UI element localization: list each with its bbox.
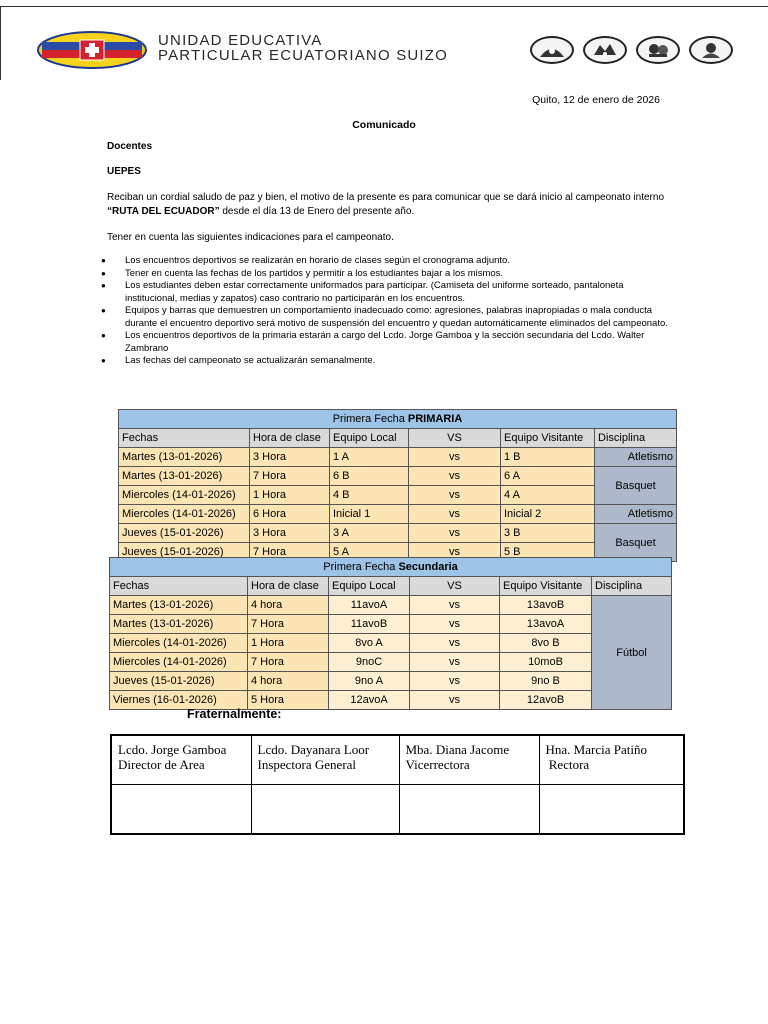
signature-cell <box>399 735 539 785</box>
signature-space <box>251 785 399 835</box>
discipline-cell: Atletismo <box>595 448 677 467</box>
home-team: 9noC <box>329 653 410 672</box>
emblem-1-icon <box>530 36 574 64</box>
school-name <box>158 33 448 63</box>
vs-label: vs <box>410 634 500 653</box>
secundaria-title <box>110 558 672 577</box>
away-team: 13avoA <box>500 615 592 634</box>
match-date: Viernes (16-01-2026) <box>110 691 248 710</box>
signature-space <box>399 785 539 835</box>
vs-label: vs <box>409 524 501 543</box>
table-row <box>119 505 677 524</box>
school-name-line2: PARTICULAR ECUATORIANO SUIZO <box>158 47 449 64</box>
match-date: Miercoles (14-01-2026) <box>119 505 250 524</box>
table-row <box>110 653 672 672</box>
col-header-local: Equipo Local <box>329 577 410 596</box>
letter-recipient: Docentes <box>107 141 153 152</box>
letter-heading: Comunicado <box>352 119 416 131</box>
away-team: 13avoB <box>500 596 592 615</box>
col-header-disciplina: Disciplina <box>595 429 677 448</box>
emblem-2-icon <box>583 36 627 64</box>
match-hour: 6 Hora <box>250 505 330 524</box>
home-team: 11avoA <box>329 596 410 615</box>
discipline-cell: Basquet <box>595 467 677 505</box>
school-logo <box>36 30 148 70</box>
discipline-cell: Basquet <box>595 524 677 562</box>
home-team: 9no A <box>329 672 410 691</box>
match-date: Miercoles (14-01-2026) <box>110 653 248 672</box>
secundaria-title-prefix: Primera Fecha <box>323 561 399 573</box>
table-row <box>110 672 672 691</box>
signer-name: Lcdo. Jorge Gamboa <box>118 742 227 757</box>
vs-label: vs <box>410 615 500 634</box>
match-date: Miercoles (14-01-2026) <box>119 486 250 505</box>
home-team: 5 A <box>330 543 409 562</box>
signature-table <box>110 734 685 835</box>
vs-label: vs <box>409 448 501 467</box>
signer-name: Hna. Marcia Patiño <box>545 742 647 757</box>
vs-label: vs <box>409 505 501 524</box>
col-header-fechas: Fechas <box>119 429 250 448</box>
primaria-schedule-table <box>118 409 677 562</box>
school-name-line1: UNIDAD EDUCATIVA <box>158 32 323 49</box>
away-team: 8vo B <box>500 634 592 653</box>
vs-label: vs <box>410 596 500 615</box>
letter-instructions: Tener en cuenta las siguientes indicaciones para el campeonato. <box>107 232 394 243</box>
signer-role: Inspectora General <box>257 757 357 772</box>
col-header-hora: Hora de clase <box>248 577 329 596</box>
match-date: Martes (13-01-2026) <box>119 467 250 486</box>
rule-item: ● Los encuentros deportivos de la primaria estarán a cargo del Lcdo. Jorge Gamboa y la sección secundaria del Lcdo. Walter Zambrano <box>107 330 677 355</box>
match-date: Jueves (15-01-2026) <box>119 524 250 543</box>
home-team: 4 B <box>330 486 409 505</box>
match-hour: 1 Hora <box>250 486 330 505</box>
signer-name: Lcdo. Dayanara Loor <box>257 742 370 757</box>
page-frame-top <box>0 6 768 7</box>
match-hour: 7 Hora <box>248 615 329 634</box>
rule-item: ● Los encuentros deportivos se realizarán en horario de clases según el cronograma adjunto. <box>107 255 677 268</box>
col-header-vs: VS <box>410 577 500 596</box>
match-hour: 3 Hora <box>250 524 330 543</box>
away-team: 10moB <box>500 653 592 672</box>
secundaria-title-bold: Secundaria <box>398 561 458 573</box>
rules-list <box>107 255 677 368</box>
match-hour: 3 Hora <box>250 448 330 467</box>
table-row <box>119 467 677 486</box>
rule-item: ● Las fechas del campeonato se actualizarán semanalmente. <box>107 355 677 368</box>
primaria-title-bold: PRIMARIA <box>407 413 463 425</box>
intro-text-end: desde el día 13 de Enero del presente año. <box>219 206 415 217</box>
col-header-visitante: Equipo Visitante <box>501 429 595 448</box>
emblem-row <box>530 36 733 64</box>
match-hour: 5 Hora <box>248 691 329 710</box>
vs-label: vs <box>410 672 500 691</box>
match-date: Martes (13-01-2026) <box>110 615 248 634</box>
signature-space <box>111 785 251 835</box>
col-header-visitante: Equipo Visitante <box>500 577 592 596</box>
secundaria-schedule-table <box>109 557 672 710</box>
match-date: Martes (13-01-2026) <box>119 448 250 467</box>
away-team: 5 B <box>501 543 595 562</box>
away-team: 1 B <box>501 448 595 467</box>
match-date: Martes (13-01-2026) <box>110 596 248 615</box>
championship-name: “RUTA DEL ECUADOR” <box>107 206 220 217</box>
discipline-cell: Atletismo <box>595 505 677 524</box>
signature-cell <box>539 735 684 785</box>
col-header-vs: VS <box>409 429 501 448</box>
letter-intro <box>107 191 677 219</box>
home-team: 3 A <box>330 524 409 543</box>
intro-text-start: Reciban un cordial saludo de paz y bien, el motivo de la presente es para comunicar que se dará inicio al campeonato interno <box>107 192 665 203</box>
vs-label: vs <box>409 543 501 562</box>
emblem-3-icon <box>636 36 680 64</box>
home-team: 11avoB <box>329 615 410 634</box>
table-row <box>110 596 672 615</box>
table-row <box>119 486 677 505</box>
vs-label: vs <box>410 691 500 710</box>
rule-item: ● Tener en cuenta las fechas de los partidos y permitir a los estudiantes bajar a los mismos. <box>107 268 677 281</box>
signature-cell <box>111 735 251 785</box>
col-header-fechas: Fechas <box>110 577 248 596</box>
primaria-title <box>119 410 677 429</box>
signer-role: Vicerrectora <box>405 757 470 772</box>
away-team: 9no B <box>500 672 592 691</box>
rule-item: ● Equipos y barras que demuestren un comportamiento inadecuado como: agresiones, palabras inapropiadas o mala conducta durante el encuentro deportivo será motivo de suspensión del encuentro y quedan automáticamente eliminados del campeonato. <box>107 305 677 330</box>
match-hour: 7 Hora <box>250 467 330 486</box>
signature-space <box>539 785 684 835</box>
match-hour: 1 Hora <box>248 634 329 653</box>
table-row <box>119 448 677 467</box>
signature-cell <box>251 735 399 785</box>
closing-text: Fraternalmente: <box>187 707 282 721</box>
letter-date: Quito, 12 de enero de 2026 <box>532 94 660 106</box>
match-date: Miercoles (14-01-2026) <box>110 634 248 653</box>
match-hour: 7 Hora <box>248 653 329 672</box>
home-team: 6 B <box>330 467 409 486</box>
page-frame-left <box>0 6 1 80</box>
match-hour: 4 hora <box>248 596 329 615</box>
home-team: 12avoA <box>329 691 410 710</box>
vs-label: vs <box>410 653 500 672</box>
emblem-4-icon <box>689 36 733 64</box>
col-header-local: Equipo Local <box>330 429 409 448</box>
signer-role: Director de Area <box>118 757 205 772</box>
vs-label: vs <box>409 467 501 486</box>
away-team: 6 A <box>501 467 595 486</box>
home-team: 1 A <box>330 448 409 467</box>
discipline-cell: Fútbol <box>592 596 672 710</box>
match-hour: 4 hora <box>248 672 329 691</box>
signer-name: Mba. Diana Jacome <box>405 742 510 757</box>
match-hour: 7 Hora <box>250 543 330 562</box>
col-header-disciplina: Disciplina <box>592 577 672 596</box>
home-team: Inicial 1 <box>330 505 409 524</box>
table-row <box>110 634 672 653</box>
match-date: Jueves (15-01-2026) <box>119 543 250 562</box>
home-team: 8vo A <box>329 634 410 653</box>
table-row <box>110 615 672 634</box>
table-row <box>119 524 677 543</box>
letter-department: UEPES <box>107 166 141 177</box>
match-date: Jueves (15-01-2026) <box>110 672 248 691</box>
away-team: 3 B <box>501 524 595 543</box>
away-team: Inicial 2 <box>501 505 595 524</box>
primaria-title-prefix: Primera Fecha <box>332 413 408 425</box>
rule-item: ● Los estudiantes deben estar correctamente uniformados para participar. (Camiseta del uniforme sorteado, pantaloneta institucional, medias y zapatos) caso contrario no participarán en los encuentros. <box>107 280 677 305</box>
vs-label: vs <box>409 486 501 505</box>
away-team: 12avoB <box>500 691 592 710</box>
away-team: 4 A <box>501 486 595 505</box>
col-header-hora: Hora de clase <box>250 429 330 448</box>
signer-role: Rectora <box>545 757 590 772</box>
